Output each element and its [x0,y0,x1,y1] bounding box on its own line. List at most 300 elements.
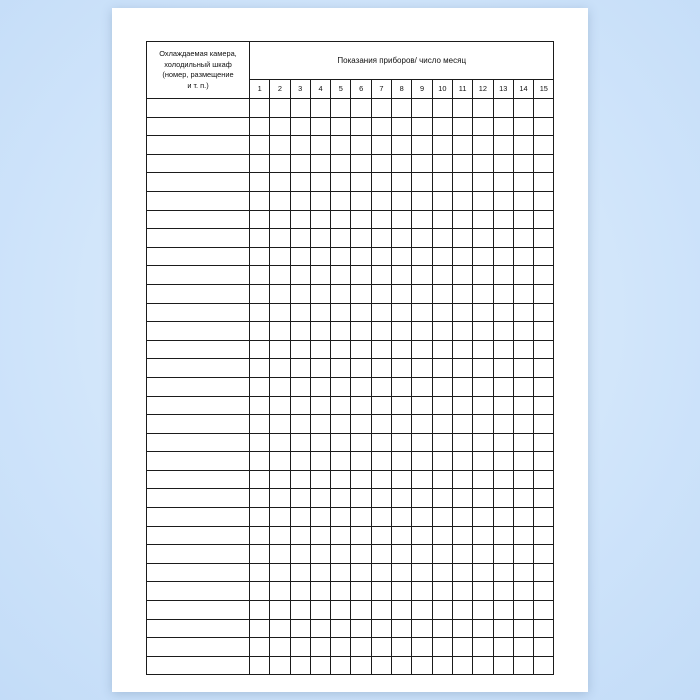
chamber-name-cell[interactable] [147,601,250,620]
reading-cell[interactable] [473,563,493,582]
reading-cell[interactable] [513,359,533,378]
reading-cell[interactable] [493,266,513,285]
reading-cell[interactable] [534,136,554,155]
reading-cell[interactable] [331,452,351,471]
reading-cell[interactable] [310,563,330,582]
reading-cell[interactable] [534,99,554,118]
reading-cell[interactable] [534,638,554,657]
reading-cell[interactable] [371,415,391,434]
reading-cell[interactable] [331,340,351,359]
reading-cell[interactable] [452,154,472,173]
reading-cell[interactable] [331,656,351,675]
reading-cell[interactable] [392,340,412,359]
reading-cell[interactable] [493,508,513,527]
reading-cell[interactable] [493,359,513,378]
reading-cell[interactable] [534,545,554,564]
reading-cell[interactable] [351,340,371,359]
reading-cell[interactable] [351,656,371,675]
chamber-name-cell[interactable] [147,377,250,396]
reading-cell[interactable] [412,415,432,434]
reading-cell[interactable] [513,266,533,285]
reading-cell[interactable] [513,322,533,341]
reading-cell[interactable] [432,415,452,434]
reading-cell[interactable] [452,489,472,508]
reading-cell[interactable] [392,247,412,266]
reading-cell[interactable] [432,173,452,192]
reading-cell[interactable] [412,229,432,248]
reading-cell[interactable] [351,359,371,378]
reading-cell[interactable] [250,563,270,582]
reading-cell[interactable] [250,377,270,396]
reading-cell[interactable] [412,433,432,452]
reading-cell[interactable] [250,396,270,415]
reading-cell[interactable] [392,433,412,452]
reading-cell[interactable] [432,229,452,248]
reading-cell[interactable] [432,191,452,210]
reading-cell[interactable] [534,340,554,359]
reading-cell[interactable] [250,638,270,657]
reading-cell[interactable] [250,247,270,266]
reading-cell[interactable] [351,117,371,136]
reading-cell[interactable] [392,136,412,155]
reading-cell[interactable] [473,340,493,359]
reading-cell[interactable] [473,359,493,378]
reading-cell[interactable] [473,210,493,229]
reading-cell[interactable] [493,601,513,620]
reading-cell[interactable] [534,117,554,136]
reading-cell[interactable] [493,340,513,359]
reading-cell[interactable] [351,191,371,210]
reading-cell[interactable] [412,619,432,638]
reading-cell[interactable] [250,526,270,545]
reading-cell[interactable] [270,191,290,210]
reading-cell[interactable] [371,191,391,210]
reading-cell[interactable] [452,638,472,657]
reading-cell[interactable] [270,340,290,359]
reading-cell[interactable] [331,303,351,322]
reading-cell[interactable] [290,470,310,489]
reading-cell[interactable] [513,452,533,471]
reading-cell[interactable] [250,359,270,378]
reading-cell[interactable] [310,470,330,489]
reading-cell[interactable] [432,322,452,341]
reading-cell[interactable] [534,229,554,248]
reading-cell[interactable] [412,303,432,322]
reading-cell[interactable] [392,619,412,638]
reading-cell[interactable] [392,415,412,434]
reading-cell[interactable] [432,508,452,527]
chamber-name-cell[interactable] [147,619,250,638]
reading-cell[interactable] [412,582,432,601]
reading-cell[interactable] [432,526,452,545]
reading-cell[interactable] [432,489,452,508]
reading-cell[interactable] [270,508,290,527]
chamber-name-cell[interactable] [147,284,250,303]
reading-cell[interactable] [290,99,310,118]
reading-cell[interactable] [351,266,371,285]
reading-cell[interactable] [392,563,412,582]
reading-cell[interactable] [351,545,371,564]
reading-cell[interactable] [452,545,472,564]
reading-cell[interactable] [534,582,554,601]
reading-cell[interactable] [310,433,330,452]
reading-cell[interactable] [452,340,472,359]
reading-cell[interactable] [331,563,351,582]
reading-cell[interactable] [331,582,351,601]
reading-cell[interactable] [331,284,351,303]
reading-cell[interactable] [371,526,391,545]
reading-cell[interactable] [371,545,391,564]
reading-cell[interactable] [473,99,493,118]
reading-cell[interactable] [290,545,310,564]
reading-cell[interactable] [473,415,493,434]
reading-cell[interactable] [473,638,493,657]
reading-cell[interactable] [331,229,351,248]
chamber-name-cell[interactable] [147,489,250,508]
reading-cell[interactable] [412,136,432,155]
reading-cell[interactable] [432,582,452,601]
reading-cell[interactable] [452,99,472,118]
reading-cell[interactable] [250,173,270,192]
reading-cell[interactable] [290,638,310,657]
reading-cell[interactable] [513,377,533,396]
reading-cell[interactable] [513,229,533,248]
reading-cell[interactable] [392,191,412,210]
reading-cell[interactable] [250,508,270,527]
reading-cell[interactable] [493,619,513,638]
reading-cell[interactable] [534,191,554,210]
reading-cell[interactable] [290,322,310,341]
reading-cell[interactable] [473,191,493,210]
reading-cell[interactable] [412,526,432,545]
reading-cell[interactable] [250,656,270,675]
reading-cell[interactable] [513,563,533,582]
reading-cell[interactable] [270,154,290,173]
reading-cell[interactable] [432,117,452,136]
reading-cell[interactable] [452,117,472,136]
reading-cell[interactable] [331,545,351,564]
reading-cell[interactable] [392,266,412,285]
reading-cell[interactable] [452,508,472,527]
reading-cell[interactable] [513,470,533,489]
reading-cell[interactable] [452,136,472,155]
chamber-name-cell[interactable] [147,229,250,248]
reading-cell[interactable] [452,191,472,210]
reading-cell[interactable] [371,229,391,248]
reading-cell[interactable] [331,619,351,638]
reading-cell[interactable] [310,377,330,396]
chamber-name-cell[interactable] [147,303,250,322]
reading-cell[interactable] [473,526,493,545]
reading-cell[interactable] [452,284,472,303]
reading-cell[interactable] [432,619,452,638]
reading-cell[interactable] [473,656,493,675]
reading-cell[interactable] [392,526,412,545]
reading-cell[interactable] [432,638,452,657]
reading-cell[interactable] [351,415,371,434]
chamber-name-cell[interactable] [147,396,250,415]
reading-cell[interactable] [310,247,330,266]
reading-cell[interactable] [371,117,391,136]
reading-cell[interactable] [371,489,391,508]
reading-cell[interactable] [250,284,270,303]
reading-cell[interactable] [351,582,371,601]
reading-cell[interactable] [290,284,310,303]
chamber-name-cell[interactable] [147,470,250,489]
reading-cell[interactable] [513,340,533,359]
reading-cell[interactable] [452,452,472,471]
reading-cell[interactable] [270,433,290,452]
reading-cell[interactable] [493,229,513,248]
reading-cell[interactable] [412,396,432,415]
reading-cell[interactable] [473,619,493,638]
reading-cell[interactable] [513,489,533,508]
reading-cell[interactable] [331,377,351,396]
reading-cell[interactable] [534,656,554,675]
reading-cell[interactable] [371,619,391,638]
reading-cell[interactable] [493,210,513,229]
reading-cell[interactable] [371,322,391,341]
reading-cell[interactable] [452,433,472,452]
reading-cell[interactable] [493,377,513,396]
reading-cell[interactable] [473,247,493,266]
reading-cell[interactable] [513,284,533,303]
reading-cell[interactable] [513,396,533,415]
reading-cell[interactable] [452,247,472,266]
reading-cell[interactable] [432,656,452,675]
reading-cell[interactable] [513,136,533,155]
reading-cell[interactable] [412,322,432,341]
reading-cell[interactable] [534,322,554,341]
reading-cell[interactable] [392,489,412,508]
reading-cell[interactable] [432,470,452,489]
reading-cell[interactable] [290,173,310,192]
reading-cell[interactable] [250,582,270,601]
reading-cell[interactable] [412,284,432,303]
reading-cell[interactable] [250,154,270,173]
reading-cell[interactable] [290,229,310,248]
reading-cell[interactable] [351,377,371,396]
reading-cell[interactable] [371,303,391,322]
reading-cell[interactable] [412,656,432,675]
reading-cell[interactable] [270,359,290,378]
reading-cell[interactable] [290,452,310,471]
reading-cell[interactable] [290,415,310,434]
reading-cell[interactable] [310,154,330,173]
reading-cell[interactable] [290,508,310,527]
reading-cell[interactable] [351,619,371,638]
reading-cell[interactable] [473,377,493,396]
reading-cell[interactable] [513,210,533,229]
reading-cell[interactable] [310,359,330,378]
reading-cell[interactable] [310,173,330,192]
reading-cell[interactable] [331,191,351,210]
reading-cell[interactable] [534,359,554,378]
reading-cell[interactable] [493,284,513,303]
reading-cell[interactable] [270,489,290,508]
reading-cell[interactable] [534,563,554,582]
reading-cell[interactable] [432,359,452,378]
reading-cell[interactable] [534,247,554,266]
reading-cell[interactable] [310,136,330,155]
reading-cell[interactable] [432,563,452,582]
reading-cell[interactable] [473,582,493,601]
reading-cell[interactable] [270,396,290,415]
reading-cell[interactable] [290,377,310,396]
reading-cell[interactable] [371,99,391,118]
reading-cell[interactable] [392,322,412,341]
reading-cell[interactable] [250,210,270,229]
reading-cell[interactable] [270,266,290,285]
reading-cell[interactable] [412,154,432,173]
reading-cell[interactable] [371,377,391,396]
reading-cell[interactable] [290,526,310,545]
reading-cell[interactable] [534,452,554,471]
reading-cell[interactable] [351,173,371,192]
chamber-name-cell[interactable] [147,136,250,155]
reading-cell[interactable] [250,452,270,471]
reading-cell[interactable] [534,266,554,285]
reading-cell[interactable] [452,322,472,341]
reading-cell[interactable] [534,415,554,434]
reading-cell[interactable] [534,210,554,229]
reading-cell[interactable] [534,508,554,527]
reading-cell[interactable] [392,470,412,489]
reading-cell[interactable] [513,619,533,638]
reading-cell[interactable] [392,99,412,118]
reading-cell[interactable] [452,173,472,192]
reading-cell[interactable] [290,433,310,452]
chamber-name-cell[interactable] [147,340,250,359]
reading-cell[interactable] [351,601,371,620]
reading-cell[interactable] [493,489,513,508]
reading-cell[interactable] [310,582,330,601]
reading-cell[interactable] [331,322,351,341]
reading-cell[interactable] [513,638,533,657]
reading-cell[interactable] [331,173,351,192]
reading-cell[interactable] [493,470,513,489]
reading-cell[interactable] [351,452,371,471]
reading-cell[interactable] [250,322,270,341]
reading-cell[interactable] [351,526,371,545]
chamber-name-cell[interactable] [147,359,250,378]
reading-cell[interactable] [473,322,493,341]
reading-cell[interactable] [290,303,310,322]
reading-cell[interactable] [452,601,472,620]
reading-cell[interactable] [351,136,371,155]
reading-cell[interactable] [493,322,513,341]
reading-cell[interactable] [392,359,412,378]
reading-cell[interactable] [412,377,432,396]
reading-cell[interactable] [412,117,432,136]
reading-cell[interactable] [493,545,513,564]
reading-cell[interactable] [290,396,310,415]
reading-cell[interactable] [250,266,270,285]
reading-cell[interactable] [371,563,391,582]
reading-cell[interactable] [331,470,351,489]
reading-cell[interactable] [331,601,351,620]
reading-cell[interactable] [371,396,391,415]
reading-cell[interactable] [452,582,472,601]
reading-cell[interactable] [513,99,533,118]
reading-cell[interactable] [270,452,290,471]
reading-cell[interactable] [290,656,310,675]
reading-cell[interactable] [493,117,513,136]
reading-cell[interactable] [371,452,391,471]
reading-cell[interactable] [290,489,310,508]
reading-cell[interactable] [310,489,330,508]
reading-cell[interactable] [310,396,330,415]
chamber-name-cell[interactable] [147,563,250,582]
reading-cell[interactable] [432,433,452,452]
reading-cell[interactable] [250,433,270,452]
reading-cell[interactable] [534,284,554,303]
reading-cell[interactable] [493,99,513,118]
reading-cell[interactable] [290,601,310,620]
reading-cell[interactable] [513,508,533,527]
reading-cell[interactable] [452,470,472,489]
reading-cell[interactable] [513,117,533,136]
reading-cell[interactable] [473,303,493,322]
reading-cell[interactable] [351,284,371,303]
reading-cell[interactable] [371,433,391,452]
reading-cell[interactable] [452,526,472,545]
reading-cell[interactable] [513,247,533,266]
reading-cell[interactable] [351,303,371,322]
reading-cell[interactable] [250,619,270,638]
reading-cell[interactable] [412,210,432,229]
reading-cell[interactable] [473,117,493,136]
reading-cell[interactable] [392,582,412,601]
reading-cell[interactable] [310,340,330,359]
chamber-name-cell[interactable] [147,638,250,657]
reading-cell[interactable] [412,638,432,657]
reading-cell[interactable] [432,340,452,359]
reading-cell[interactable] [513,656,533,675]
reading-cell[interactable] [310,191,330,210]
reading-cell[interactable] [331,415,351,434]
reading-cell[interactable] [473,545,493,564]
reading-cell[interactable] [534,377,554,396]
chamber-name-cell[interactable] [147,508,250,527]
reading-cell[interactable] [412,99,432,118]
reading-cell[interactable] [534,173,554,192]
chamber-name-cell[interactable] [147,191,250,210]
chamber-name-cell[interactable] [147,266,250,285]
reading-cell[interactable] [473,508,493,527]
reading-cell[interactable] [534,396,554,415]
reading-cell[interactable] [513,601,533,620]
reading-cell[interactable] [371,266,391,285]
reading-cell[interactable] [493,191,513,210]
reading-cell[interactable] [331,247,351,266]
reading-cell[interactable] [270,173,290,192]
reading-cell[interactable] [270,470,290,489]
reading-cell[interactable] [351,210,371,229]
reading-cell[interactable] [513,545,533,564]
reading-cell[interactable] [310,452,330,471]
reading-cell[interactable] [513,526,533,545]
reading-cell[interactable] [351,99,371,118]
reading-cell[interactable] [310,415,330,434]
reading-cell[interactable] [371,601,391,620]
reading-cell[interactable] [432,396,452,415]
reading-cell[interactable] [250,99,270,118]
reading-cell[interactable] [412,359,432,378]
reading-cell[interactable] [412,601,432,620]
reading-cell[interactable] [310,266,330,285]
reading-cell[interactable] [270,619,290,638]
